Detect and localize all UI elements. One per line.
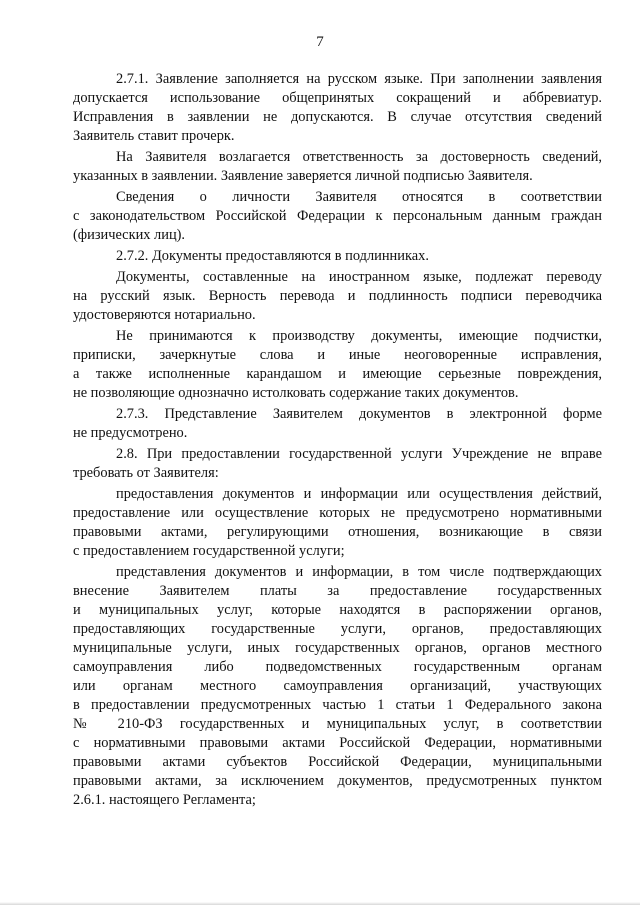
text-line: № 210-ФЗ государственных и муниципальных услуг, в соответствии (73, 716, 602, 732)
text-line: предоставления документов и информации или осуществления действий, (116, 486, 602, 502)
text-line: и муниципальных услуг, которые находятся в распоряжении органов, (73, 602, 602, 618)
document-body (73, 70, 602, 810)
text-line: допускается использование общепринятых сокращений и аббревиатур. (73, 90, 602, 106)
text-line: удостоверяются нотариально. (73, 307, 256, 323)
text-line: самоуправления либо подведомственных государственным органам (73, 659, 602, 675)
text-line: в предоставлении предусмотренных частью 1 статьи 1 Федерального закона (73, 697, 602, 713)
text-line: а также исполненные карандашом и имеющие серьезные повреждения, (73, 366, 602, 382)
text-line: указанных в заявлении. Заявление заверяется личной подписью Заявителя. (73, 168, 533, 184)
text-line: Исправления в заявлении не допускаются. В случае отсутствия сведений (73, 109, 602, 125)
text-line: Не принимаются к производству документы, имеющие подчистки, (116, 328, 602, 344)
text-line: правовыми актами, за исключением документов, предусмотренных пунктом (73, 773, 602, 789)
text-line: правовыми актами субъектов Российской Федерации, муниципальными (73, 754, 602, 770)
text-line: Сведения о личности Заявителя относятся в соответствии (116, 189, 602, 205)
text-line: (физических лиц). (73, 227, 186, 243)
text-line: с законодательством Российской Федерации к персональным данным граждан (73, 208, 602, 224)
text-line: правовыми актами, регулирующими отношения, возникающие в связи (73, 524, 602, 540)
text-line: 2.7.1. Заявление заполняется на русском языке. При заполнении заявления (116, 71, 602, 87)
text-line: не предусмотрено. (73, 425, 188, 441)
text-line: с нормативными правовыми актами Российской Федерации, нормативными (73, 735, 602, 751)
text-line: муниципальные услуги, иных государственных органов, органов местного (73, 640, 602, 656)
text-line: 2.6.1. настоящего Регламента; (73, 792, 256, 808)
text-line: предоставление или осуществление которых не предусмотрено нормативными (73, 505, 602, 521)
text-line: Заявитель ставит прочерк. (73, 128, 235, 144)
page-number: 7 (316, 34, 324, 50)
text-line: на русский язык. Верность перевода и подлинность подписи переводчика (73, 288, 602, 304)
text-line: 2.7.2. Документы предоставляются в подлинниках. (116, 248, 429, 264)
text-line: внесение Заявителем платы за предоставление государственных (73, 583, 602, 599)
text-line: не позволяющие однозначно истолковать содержание таких документов. (73, 385, 519, 401)
text-line: На Заявителя возлагается ответственность за достоверность сведений, (116, 149, 602, 165)
text-line: представления документов и информации, в том числе подтверждающих (116, 564, 602, 580)
text-line: 2.8. При предоставлении государственной услуги Учреждение не вправе (116, 446, 602, 462)
text-line: требовать от Заявителя: (73, 465, 219, 481)
text-line: или органам местного самоуправления организаций, участвующих (73, 678, 602, 694)
text-line: Документы, составленные на иностранном языке, подлежат переводу (116, 269, 602, 285)
text-line: приписки, зачеркнутые слова и иные неоговоренные исправления, (73, 347, 602, 363)
text-line: предоставляющих государственные услуги, органов, предоставляющих (73, 621, 602, 637)
text-line: 2.7.3. Представление Заявителем документов в электронной форме (116, 406, 602, 422)
text-line: с предоставлением государственной услуги; (73, 543, 345, 559)
